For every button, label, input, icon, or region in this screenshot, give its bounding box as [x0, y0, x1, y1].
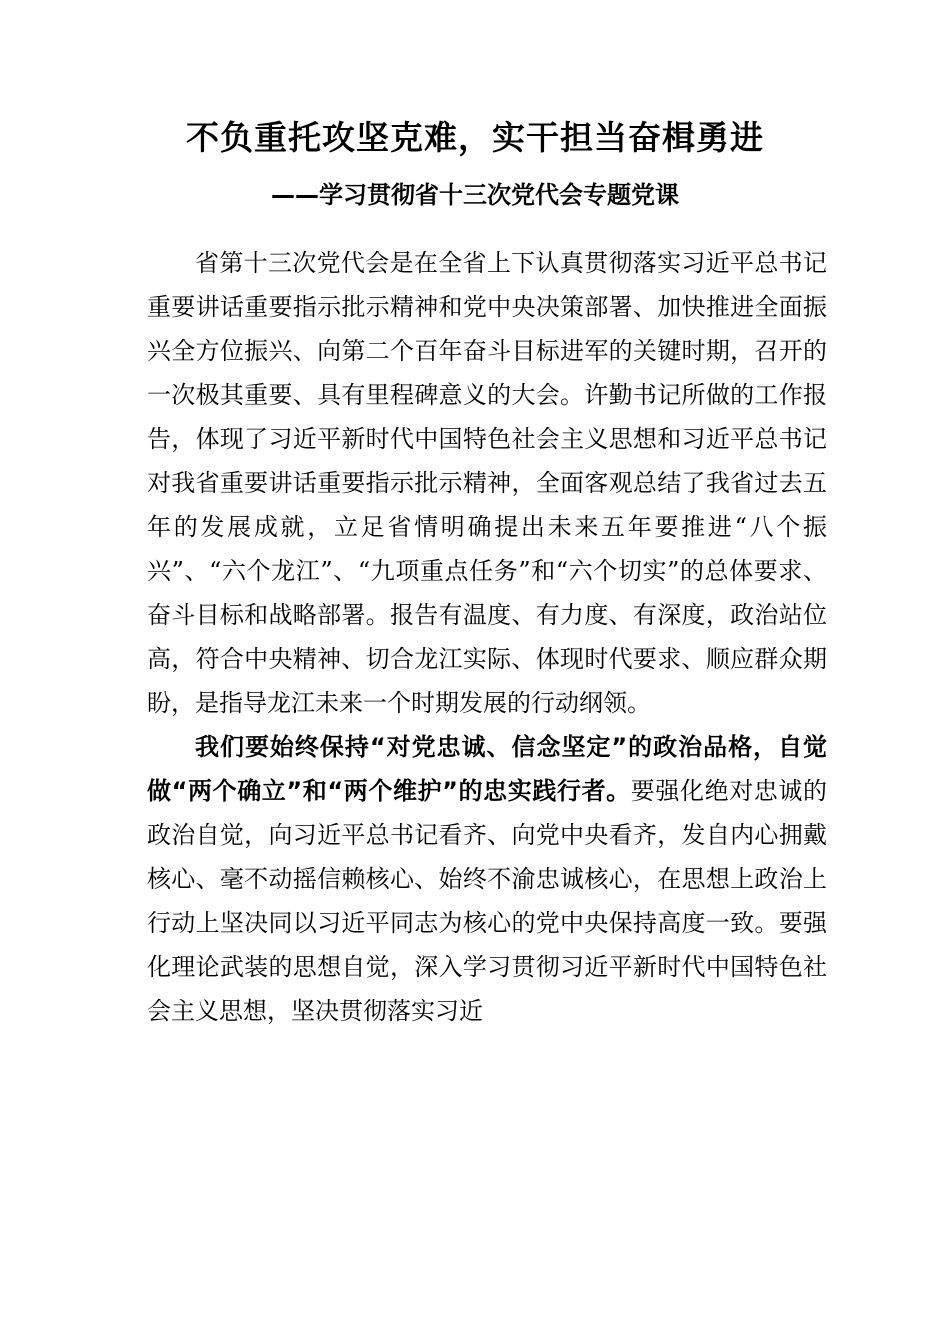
document-subtitle: ——学习贯彻省十三次党代会专题党课	[271, 181, 679, 209]
document-body	[147, 241, 827, 1033]
paragraph-1: 省第十三次党代会是在全省上下认真贯彻落实习近平总书记重要讲话重要指示批示精神和党中央决策部署、加快推进全面振兴全方位振兴、向第二个百年奋斗目标进军的关键时期，召开的一次极其重要、具有里程碑意义的大会。许勤书记所做的工作报告，体现了习近平新时代中国特色社会主义思想和习近平总书记对我省重要讲话重要指示批示精神，全面客观总结了我省过去五年的发展成就，立足省情明确提出未来五年要推进“八个振兴”、“六个龙江”、“九项重点任务”和“六个切实”的总体要求、奋斗目标和战略部署。报告有温度、有力度、有深度，政治站位高，符合中央精神、切合龙江实际、体现时代要求、顺应群众期盼，是指导龙江未来一个时期发展的行动纲领。	[147, 249, 827, 717]
paragraph-2-text: 要强化绝对忠诚的政治自觉，向习近平总书记看齐、向党中央看齐，发自内心拥戴核心、毫不动摇信赖核心、始终不渝忠诚核心，在思想上政治上行动上坚决同以习近平同志为核心的党中央保持高度一致。要强化理论武装的思想自觉，深入学习贯彻习近平新时代中国特色社会主义思想，坚决贯彻落实习近	[147, 777, 828, 1025]
paragraph-2-lead: 我们要始终保持“对党忠诚、信念坚定”的政治品格，自觉做“两个确立”和“两个维护”的忠实践行者。	[147, 733, 827, 805]
paragraph-2	[147, 725, 827, 1033]
document-title: 不负重托攻坚克难，实干担当奋楫勇进	[186, 118, 764, 157]
